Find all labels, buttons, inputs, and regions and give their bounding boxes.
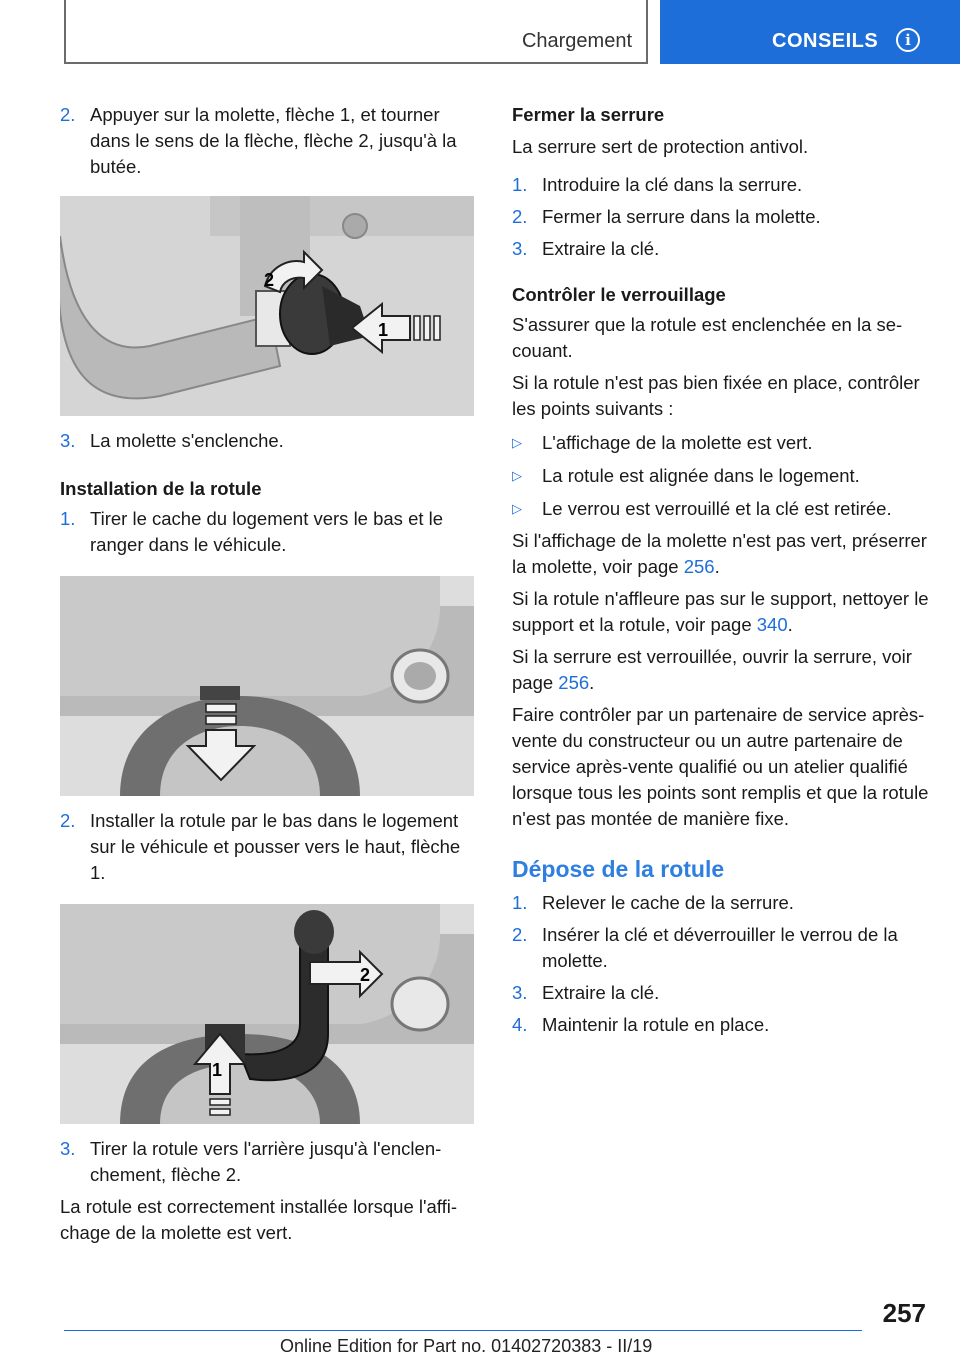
step-text: Tirer la rotule vers l'arrière jusqu'à l'enclenchement, flèche 2.	[90, 1138, 442, 1185]
bullet-text: L'affichage de la molette est vert.	[542, 432, 813, 453]
triangle-bullet-icon: ▷	[512, 435, 522, 450]
step-number: 1.	[512, 174, 528, 195]
page-link-340[interactable]: 340	[756, 614, 788, 635]
step-item	[512, 204, 932, 230]
step-text: Insérer la clé et déverrouiller le verrou de la molette.	[542, 924, 898, 971]
step-item	[60, 808, 478, 886]
step-text: Appuyer sur la molette, flèche 1, et tourner dans le sens de la flèche, flèche 2, jusqu'à la butée.	[90, 104, 457, 177]
note-paragraph: La rotule est correctement installée lorsque l'affichage de la molette est vert.	[60, 1196, 458, 1243]
remove-steps-list	[512, 890, 932, 1038]
step-item	[512, 980, 932, 1006]
header-section-box	[64, 0, 648, 64]
figure-hitch-knob	[60, 196, 474, 416]
info-icon[interactable]: i	[896, 28, 920, 52]
section-heading: Installation de la rotule	[60, 478, 262, 499]
bullet-text: Le verrou est verrouillé et la clé est retirée.	[542, 498, 892, 519]
step-item	[60, 428, 478, 454]
step-number: 2.	[512, 924, 528, 945]
step-text: Introduire la clé dans la serrure.	[542, 174, 803, 195]
paragraph: Si la rotule n'est pas bien fixée en place, contrôler les points suivants :	[512, 372, 920, 419]
footer-edition: Online Edition for Part no. 01402720383 - II/19	[280, 1336, 653, 1356]
step-item	[60, 506, 478, 558]
bullet-item	[512, 496, 932, 522]
step-number: 3.	[512, 238, 528, 259]
step-item	[512, 1012, 932, 1038]
step-number: 3.	[60, 1138, 76, 1159]
bullet-item	[512, 463, 932, 489]
step-number: 2.	[60, 810, 76, 831]
left-column	[60, 102, 478, 1246]
section-title: Dépose de la rotule	[512, 856, 725, 882]
step-number: 1.	[60, 508, 76, 529]
bullet-item	[512, 430, 932, 456]
page-link-256[interactable]: 256	[558, 672, 590, 693]
step-text: Relever le cache de la serrure.	[542, 892, 794, 913]
right-column	[512, 102, 932, 1038]
footer-divider	[64, 1330, 862, 1331]
check-bullets-list	[512, 430, 932, 522]
step-item	[60, 102, 478, 180]
step-item	[60, 1136, 478, 1188]
arrow-label-2: 2	[264, 270, 275, 290]
step-text: Tirer le cache du logement vers le bas et le ranger dans le véhicule.	[90, 508, 444, 555]
paragraph: Si la serrure est verrouillée, ouvrir la serrure, voir page 256.	[512, 646, 912, 693]
step-number: 3.	[512, 982, 528, 1003]
step-text: Installer la rotule par le bas dans le logement sur le véhicule et pousser vers le haut, flèche 1.	[90, 810, 461, 883]
paragraph: Si l'affichage de la molette n'est pas vert, préserrer la molette, voir page 256.	[512, 530, 927, 577]
lock-steps-list	[512, 172, 932, 262]
step-number: 2.	[60, 104, 76, 125]
step-text: Fermer la serrure dans la molette.	[542, 206, 821, 227]
figure-hitch-knob-illustration	[60, 196, 474, 416]
paragraph: S'assurer que la rotule est enclenchée en la secouant.	[512, 314, 903, 361]
figure-bumper-cover	[60, 576, 474, 796]
step-number: 4.	[512, 1014, 528, 1035]
step-item	[512, 172, 932, 198]
page-link-256[interactable]: 256	[683, 556, 715, 577]
arrow-label-2: 2	[360, 965, 371, 985]
figure-towbar-insert-illustration	[60, 904, 474, 1124]
step-text: Extraire la clé.	[542, 982, 660, 1003]
step-number: 2.	[512, 206, 528, 227]
step-text: Maintenir la rotule en place.	[542, 1014, 770, 1035]
step-number: 3.	[60, 430, 76, 451]
step-number: 1.	[512, 892, 528, 913]
step-item	[512, 922, 932, 974]
step-text: Extraire la clé.	[542, 238, 660, 259]
header-tab-label: CONSEILS	[772, 30, 879, 52]
section-heading: Fermer la serrure	[512, 104, 665, 125]
paragraph: Si la rotule n'affleure pas sur le support, nettoyer le support et la rotule, voir page 340.	[512, 588, 929, 635]
paragraph: Faire contrôler par un partenaire de service après-vente du constructeur ou un autre partenaire de service après-vente qualifié ou un atelier qualifié lorsque tous les points sont remplis et que la rotule n'est pas montée de manière fixe.	[512, 704, 929, 829]
figure-bumper-cover-illustration	[60, 576, 474, 796]
section-heading: Contrôler le verrouillage	[512, 284, 726, 305]
triangle-bullet-icon: ▷	[512, 468, 522, 483]
bullet-text: La rotule est alignée dans le logement.	[542, 465, 860, 486]
header-section-title: Chargement	[521, 30, 632, 52]
step-item	[512, 890, 932, 916]
step-text: La molette s'enclenche.	[90, 430, 284, 451]
paragraph: La serrure sert de protection antivol.	[512, 136, 809, 157]
header-tab-conseils[interactable]	[660, 0, 960, 64]
figure-towbar-insert	[60, 904, 474, 1124]
step-item	[512, 236, 932, 262]
page-number: 257	[882, 1298, 926, 1328]
triangle-bullet-icon: ▷	[512, 501, 522, 516]
arrow-label-1: 1	[212, 1060, 223, 1080]
arrow-label-1: 1	[378, 320, 389, 340]
